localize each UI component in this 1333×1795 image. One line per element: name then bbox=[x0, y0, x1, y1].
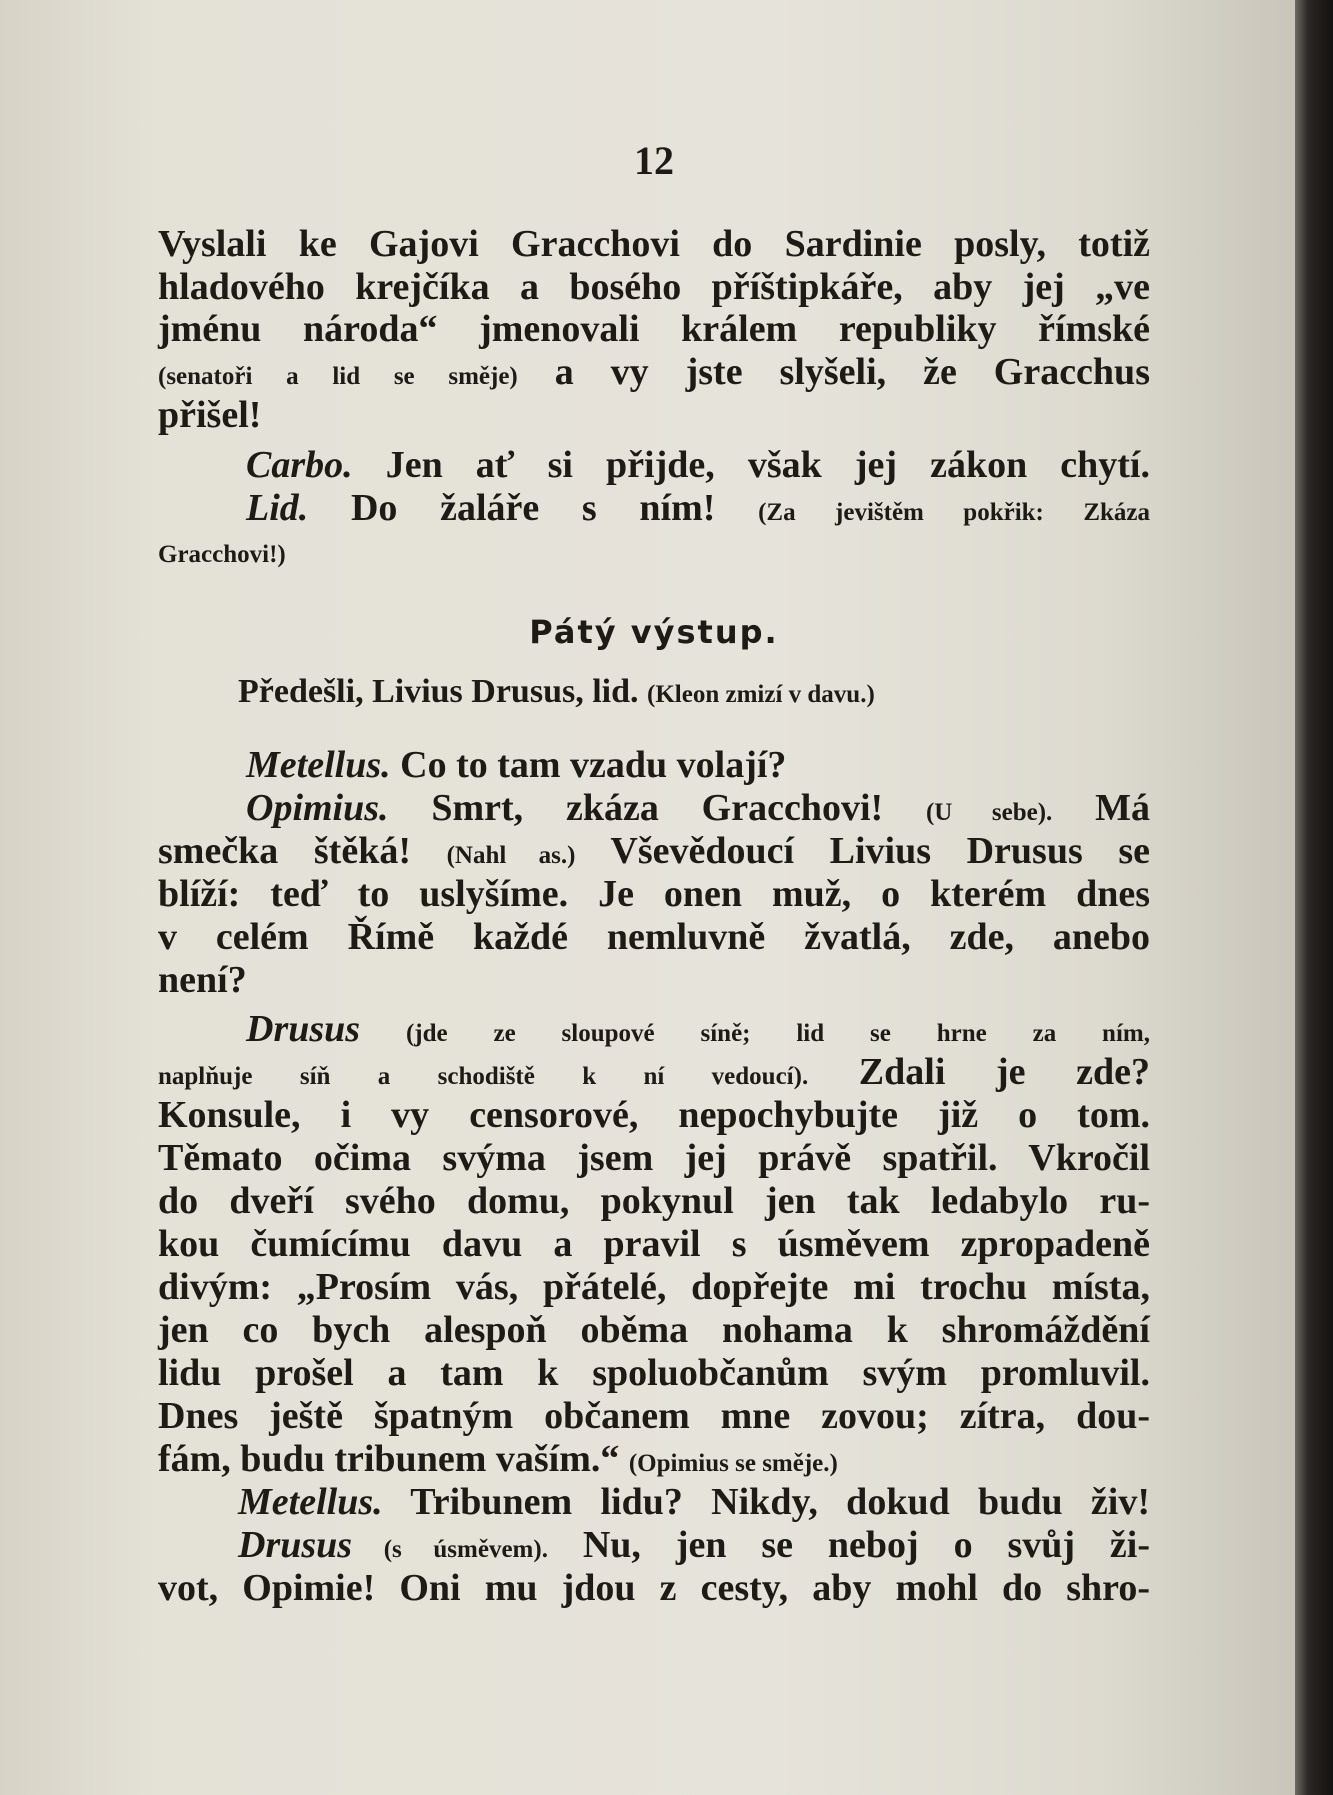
text-line: Carbo. Jen ať si přijde, však jej zákon chytí. bbox=[246, 444, 1150, 486]
text-line: Vyslali ke Gajovi Gracchovi do Sardinie posly, totiž bbox=[158, 223, 1150, 265]
text-line: do dveří svého domu, pokynul jen tak ledabylo ru- bbox=[158, 1180, 1150, 1222]
text-line: přišel! bbox=[158, 394, 262, 436]
text-line: jménu národa“ jmenovali králem republiky římské bbox=[158, 308, 1150, 350]
scene-title: Pátý výstup. bbox=[529, 613, 779, 651]
speaker: Lid. bbox=[246, 487, 309, 529]
text-line: Konsule, i vy censorové, nepochybujte již o tom. bbox=[158, 1094, 1150, 1136]
speaker: Drusus bbox=[238, 1524, 353, 1566]
book-edge bbox=[1295, 0, 1333, 1795]
text-line: Metellus. Co to tam vzadu volají? bbox=[246, 744, 787, 786]
stage-direction: (senatoři a lid se směje) bbox=[158, 363, 518, 390]
text-line bbox=[158, 1007, 1150, 1051]
stage-direction: Gracchovi!) bbox=[158, 541, 286, 568]
speaker: Opimius. bbox=[246, 787, 389, 829]
speaker: Carbo. bbox=[246, 444, 353, 486]
stage-direction: (U sebe). bbox=[925, 799, 1053, 826]
text-line: Opimius. Smrt, zkáza Gracchovi! (U sebe). Má bbox=[246, 787, 1150, 829]
speaker: Drusus bbox=[246, 1008, 361, 1050]
stage-direction: (jde ze sloupové síně; lid se hrne za ním, bbox=[360, 1020, 1150, 1047]
text-line: lidu prošel a tam k spoluobčanům svým promluvil. bbox=[158, 1352, 1150, 1394]
text-line bbox=[158, 528, 1150, 572]
stage-direction: (Opimius se směje.) bbox=[628, 1450, 838, 1477]
text-line: fám, budu tribunem vaším.“ (Opimius se směje.) bbox=[158, 1438, 838, 1480]
stage-direction: (s úsměvem). bbox=[352, 1536, 548, 1563]
text-line: není? bbox=[158, 959, 247, 1001]
text-line: Dnes ještě špatným občanem mne zovou; zítra, dou- bbox=[158, 1395, 1150, 1437]
text-line: jen co bych alespoň oběma nohama k shromáždění bbox=[158, 1309, 1150, 1351]
stage-direction: naplňuje síň a schodiště k ní vedoucí). bbox=[158, 1063, 809, 1090]
stage-direction: (Kleon zmizí v davu.) bbox=[647, 681, 875, 708]
stage-direction: (Nahl as.) bbox=[446, 842, 576, 869]
text-line: Metellus. Tribunem lidu? Nikdy, dokud budu živ! bbox=[238, 1481, 1150, 1523]
text-line: Těmato očima svýma jsem jej právě spatřil. Vkročil bbox=[158, 1137, 1150, 1179]
stage-direction: (Za jevištěm pokřik: Zkáza bbox=[758, 499, 1150, 526]
text-line: Drusus (s úsměvem). Nu, jen se neboj o svůj ži- bbox=[238, 1524, 1151, 1566]
speaker: Metellus. bbox=[238, 1481, 383, 1523]
text-line: divým: „Prosím vás, přátelé, dopřejte mi trochu místa, bbox=[158, 1266, 1150, 1308]
scene-cast: Předešli, Livius Drusus, lid. (Kleon zmizí v davu.) bbox=[238, 673, 875, 710]
text-line: naplňuje síň a schodiště k ní vedoucí). Zdali je zde? bbox=[158, 1051, 1150, 1093]
speaker: Metellus. bbox=[246, 744, 391, 786]
page-number: 12 bbox=[634, 138, 674, 183]
text-line: blíží: teď to uslyšíme. Je onen muž, o kterém dnes bbox=[158, 873, 1150, 915]
text-line: Lid. Do žaláře s ním! (Za jevištěm pokřik: Zkáza bbox=[246, 487, 1150, 529]
text-line: kou čumícímu davu a pravil s úsměvem zpropadeně bbox=[158, 1223, 1150, 1265]
text-line: vot, Opimie! Oni mu jdou z cesty, aby mohl do shro- bbox=[158, 1567, 1150, 1609]
text-line: v celém Římě každé nemluvně žvatlá, zde, anebo bbox=[158, 916, 1150, 958]
text-line: smečka štěká! (Nahl as.) Vševědoucí Livius Drusus se bbox=[158, 830, 1150, 872]
text-line: hladového krejčíka a bosého příštipkáře, aby jej „ve bbox=[158, 266, 1150, 308]
text-line: (senatoři a lid se směje) a vy jste slyšeli, že Gracchus bbox=[158, 351, 1150, 393]
